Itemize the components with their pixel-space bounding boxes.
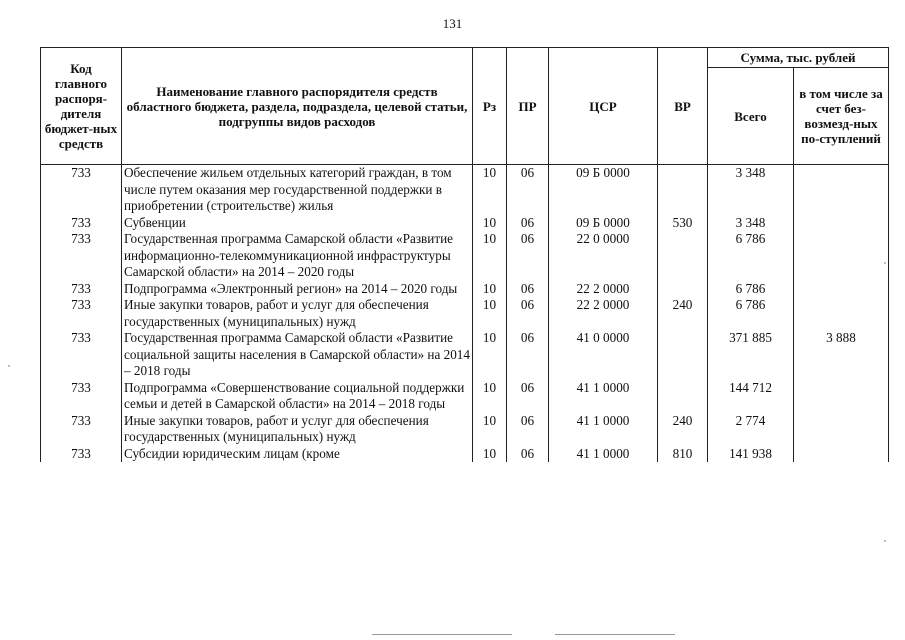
cell-code: 733 xyxy=(41,297,122,330)
table-row xyxy=(41,380,889,413)
cell-csr: 22 0 0000 xyxy=(549,231,658,281)
cell-vr xyxy=(658,165,708,215)
cell-total: 141 938 xyxy=(708,446,794,463)
cell-pr: 06 xyxy=(507,165,549,215)
cell-name: Подпрограмма «Электронный регион» на 2014 – 2020 годы xyxy=(122,281,473,298)
table-row xyxy=(41,413,889,446)
cell-name: Субвенции xyxy=(122,215,473,232)
cell-name: Государственная программа Самарской области «Развитие информационно-телекоммуникационной инфраструктуры Самарской области» на 2014 – 2020 годы xyxy=(122,231,473,281)
table-row xyxy=(41,165,889,215)
table-body xyxy=(41,165,889,463)
cell-pr: 06 xyxy=(507,446,549,463)
cell-rz: 10 xyxy=(473,413,507,446)
bottom-rule-right xyxy=(555,634,675,635)
cell-pr: 06 xyxy=(507,297,549,330)
page-number: 131 xyxy=(442,16,463,31)
cell-name: Иные закупки товаров, работ и услуг для обеспечения государственных (муниципальных) нужд xyxy=(122,413,473,446)
cell-total: 2 774 xyxy=(708,413,794,446)
cell-csr: 41 1 0000 xyxy=(549,446,658,463)
cell-vr: 240 xyxy=(658,413,708,446)
header-pr: ПР xyxy=(507,48,549,165)
cell-code: 733 xyxy=(41,446,122,463)
cell-csr: 41 1 0000 xyxy=(549,413,658,446)
cell-code: 733 xyxy=(41,380,122,413)
cell-gratuitous xyxy=(794,446,889,463)
cell-rz: 10 xyxy=(473,281,507,298)
cell-name: Обеспечение жильем отдельных категорий граждан, в том числе путем оказания мер государственной поддержки в приобретении (строительстве) жилья xyxy=(122,165,473,215)
cell-pr: 06 xyxy=(507,330,549,380)
cell-code: 733 xyxy=(41,330,122,380)
cell-rz: 10 xyxy=(473,231,507,281)
cell-code: 733 xyxy=(41,281,122,298)
cell-rz: 10 xyxy=(473,165,507,215)
table-row xyxy=(41,446,889,463)
cell-vr xyxy=(658,380,708,413)
table-row xyxy=(41,231,889,281)
header-rz: Рз xyxy=(473,48,507,165)
table-header xyxy=(41,48,889,165)
cell-vr: 530 xyxy=(658,215,708,232)
table-row xyxy=(41,281,889,298)
cell-vr xyxy=(658,330,708,380)
cell-pr: 06 xyxy=(507,281,549,298)
bottom-rule-left xyxy=(372,634,512,635)
cell-gratuitous xyxy=(794,380,889,413)
cell-gratuitous xyxy=(794,231,889,281)
table-row xyxy=(41,330,889,380)
cell-pr: 06 xyxy=(507,413,549,446)
cell-vr: 810 xyxy=(658,446,708,463)
cell-gratuitous xyxy=(794,297,889,330)
cell-rz: 10 xyxy=(473,446,507,463)
header-code: Код главного распоря-дителя бюджет-ных средств xyxy=(41,48,122,165)
cell-csr: 09 Б 0000 xyxy=(549,165,658,215)
cell-csr: 22 2 0000 xyxy=(549,281,658,298)
cell-code: 733 xyxy=(41,165,122,215)
cell-vr xyxy=(658,281,708,298)
header-total: Всего xyxy=(708,68,794,165)
cell-gratuitous xyxy=(794,165,889,215)
scan-speck xyxy=(884,262,886,264)
cell-csr: 41 1 0000 xyxy=(549,380,658,413)
cell-name: Подпрограмма «Совершенствование социальной поддержки семьи и детей в Самарской области» на 2014 – 2018 годы xyxy=(122,380,473,413)
cell-name: Иные закупки товаров, работ и услуг для обеспечения государственных (муниципальных) нужд xyxy=(122,297,473,330)
cell-rz: 10 xyxy=(473,330,507,380)
cell-csr: 09 Б 0000 xyxy=(549,215,658,232)
scan-speck xyxy=(8,365,10,367)
scan-speck xyxy=(884,540,886,542)
header-csr: ЦСР xyxy=(549,48,658,165)
header-sum-group: Сумма, тыс. рублей xyxy=(708,48,889,68)
cell-rz: 10 xyxy=(473,215,507,232)
table-row xyxy=(41,297,889,330)
cell-gratuitous: 3 888 xyxy=(794,330,889,380)
table-row xyxy=(41,215,889,232)
cell-code: 733 xyxy=(41,215,122,232)
cell-pr: 06 xyxy=(507,231,549,281)
cell-code: 733 xyxy=(41,231,122,281)
header-gratuitous: в том числе за счет без-возмезд-ных по-ступлений xyxy=(794,68,889,165)
cell-total: 6 786 xyxy=(708,297,794,330)
cell-csr: 22 2 0000 xyxy=(549,297,658,330)
cell-csr: 41 0 0000 xyxy=(549,330,658,380)
cell-name: Государственная программа Самарской области «Развитие социальной защиты населения в Самарской области» на 2014 – 2018 годы xyxy=(122,330,473,380)
cell-name: Субсидии юридическим лицам (кроме xyxy=(122,446,473,463)
cell-gratuitous xyxy=(794,215,889,232)
cell-total: 6 786 xyxy=(708,281,794,298)
header-name: Наименование главного распорядителя средств областного бюджета, раздела, подраздела, целевой статьи, подгруппы видов расходов xyxy=(122,48,473,165)
cell-total: 3 348 xyxy=(708,165,794,215)
cell-total: 144 712 xyxy=(708,380,794,413)
cell-total: 3 348 xyxy=(708,215,794,232)
cell-pr: 06 xyxy=(507,215,549,232)
cell-total: 371 885 xyxy=(708,330,794,380)
cell-vr: 240 xyxy=(658,297,708,330)
cell-pr: 06 xyxy=(507,380,549,413)
budget-table xyxy=(40,47,889,462)
cell-gratuitous xyxy=(794,281,889,298)
cell-code: 733 xyxy=(41,413,122,446)
cell-total: 6 786 xyxy=(708,231,794,281)
cell-rz: 10 xyxy=(473,380,507,413)
cell-vr xyxy=(658,231,708,281)
cell-gratuitous xyxy=(794,413,889,446)
cell-rz: 10 xyxy=(473,297,507,330)
header-vr: ВР xyxy=(658,48,708,165)
